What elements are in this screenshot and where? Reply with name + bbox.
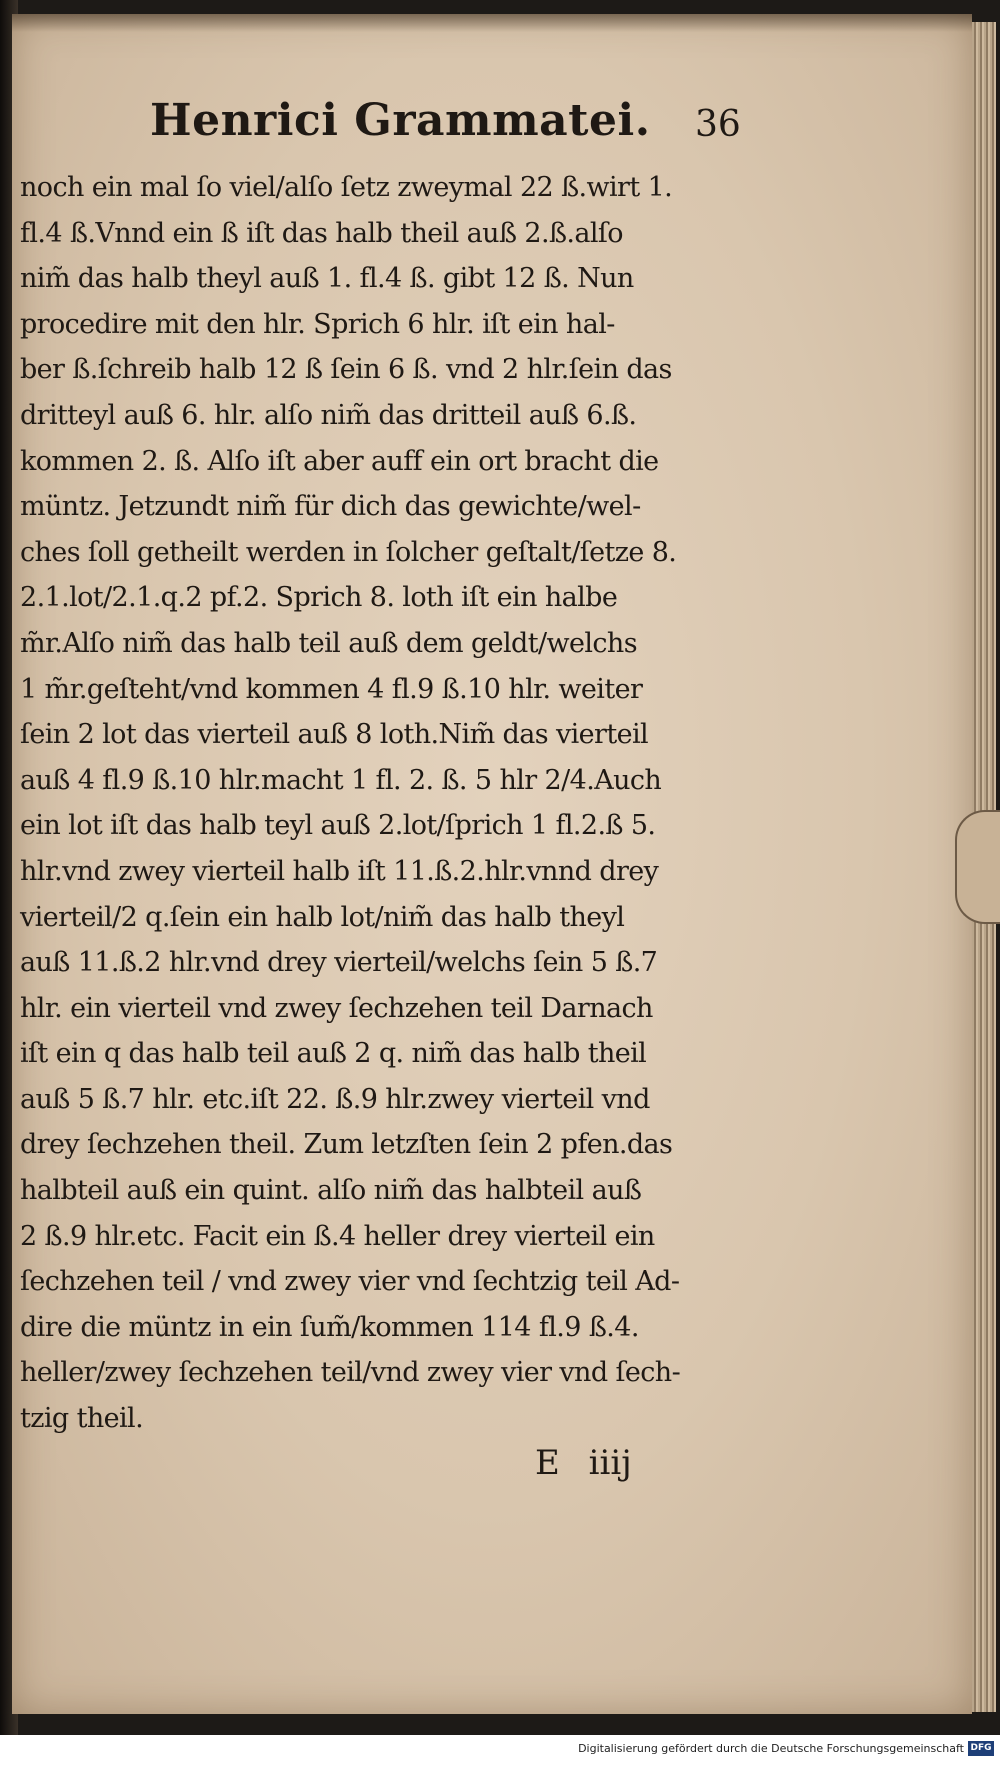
book-clasp [955,810,1000,924]
text-line: dire die müntz in ein ſum̃/kommen 114 fl.9 ß.4. [20,1311,639,1343]
body-text [20,165,760,1442]
text-line: heller/zwey ſechzehen teil/vnd zwey vier vnd ſech- [20,1357,681,1389]
text-line: kommen 2. ß. Alſo iſt aber auff ein ort bracht die [20,445,659,477]
text-line: noch ein mal ſo viel/alſo ſetz zweymal 22 ß.wirt 1. [20,172,673,203]
text-line: auß 4 fl.9 ß.10 hlr.macht 1 fl. 2. ß. 5 hlr 2/4.Auch [20,764,662,796]
signature-mark: E iiij [535,1443,632,1483]
text-line: nim̃ das halb theyl auß 1. fl.4 ß. gibt 12 ß. Nun [20,263,634,295]
text-line: müntz. Jetzundt nim̃ für dich das gewichte/wel- [20,491,641,523]
running-title: Henrici Grammatei. [150,95,651,146]
dfg-logo-icon: DFG [968,1741,994,1756]
text-line: vierteil/2 q.ſein ein halb lot/nim̃ das halb theyl [20,901,625,933]
text-line: halbteil auß ein quint. alſo nim̃ das halbteil auß [20,1175,642,1207]
page-number: 36 [695,104,741,145]
text-line: auß 11.ß.2 hlr.vnd drey vierteil/welchs ſein 5 ß.7 [20,947,658,979]
text-line: drey ſechzehen theil. Zum letzſten ſein 2 pfen.das [20,1129,673,1161]
text-line: hlr. ein vierteil vnd zwey ſechzehen teil Darnach [20,992,653,1024]
text-line: 2 ß.9 hlr.etc. Facit ein ß.4 heller drey vierteil ein [20,1220,655,1252]
text-line: ches ſoll getheilt werden in ſolcher geſtalt/ſetze 8. [20,536,677,568]
text-line: ſechzehen teil / vnd zwey vier vnd ſechtzig teil Ad- [20,1266,680,1298]
text-line: 2.1.lot/2.1.q.2 pf.2. Sprich 8. loth iſt ein halbe [20,582,618,614]
text-line: iſt ein q das halb teil auß 2 q. nim̃ das halb theil [20,1038,647,1070]
text-line: 1 m̃r.geſteht/vnd kommen 4 fl.9 ß.10 hlr. weiter [20,673,643,705]
footer-bar [0,1735,1000,1765]
text-line: ein lot iſt das halb teyl auß 2.lot/ſprich 1 fl.2.ß 5. [20,810,656,842]
text-line: m̃r.Alſo nim̃ das halb teil auß dem geldt/welchs [20,627,637,659]
text-line: ber ß.ſchreib halb 12 ß ſein 6 ß. vnd 2 hlr.ſein das [20,354,672,386]
text-line: dritteyl auß 6. hlr. alſo nim̃ das dritteil auß 6.ß. [20,399,637,431]
text-line: procedire mit den hlr. Sprich 6 hlr. iſt ein hal- [20,308,615,340]
text-line: auß 5 ß.7 hlr. etc.iſt 22. ß.9 hlr.zwey vierteil vnd [20,1083,650,1115]
page-shadow [12,14,972,32]
text-line: tzig theil. [20,1403,144,1435]
text-line: hlr.vnd zwey vierteil halb iſt 11.ß.2.hlr.vnnd drey [20,855,659,887]
funding-credit: Digitalisierung gefördert durch die Deutsche Forschungsgemeinschaft [578,1742,964,1755]
text-line: fl.4 ß.Vnnd ein ß iſt das halb theil auß 2.ß.alſo [20,217,623,249]
text-line: ſein 2 lot das vierteil auß 8 loth.Nim̃ das vierteil [20,719,649,751]
